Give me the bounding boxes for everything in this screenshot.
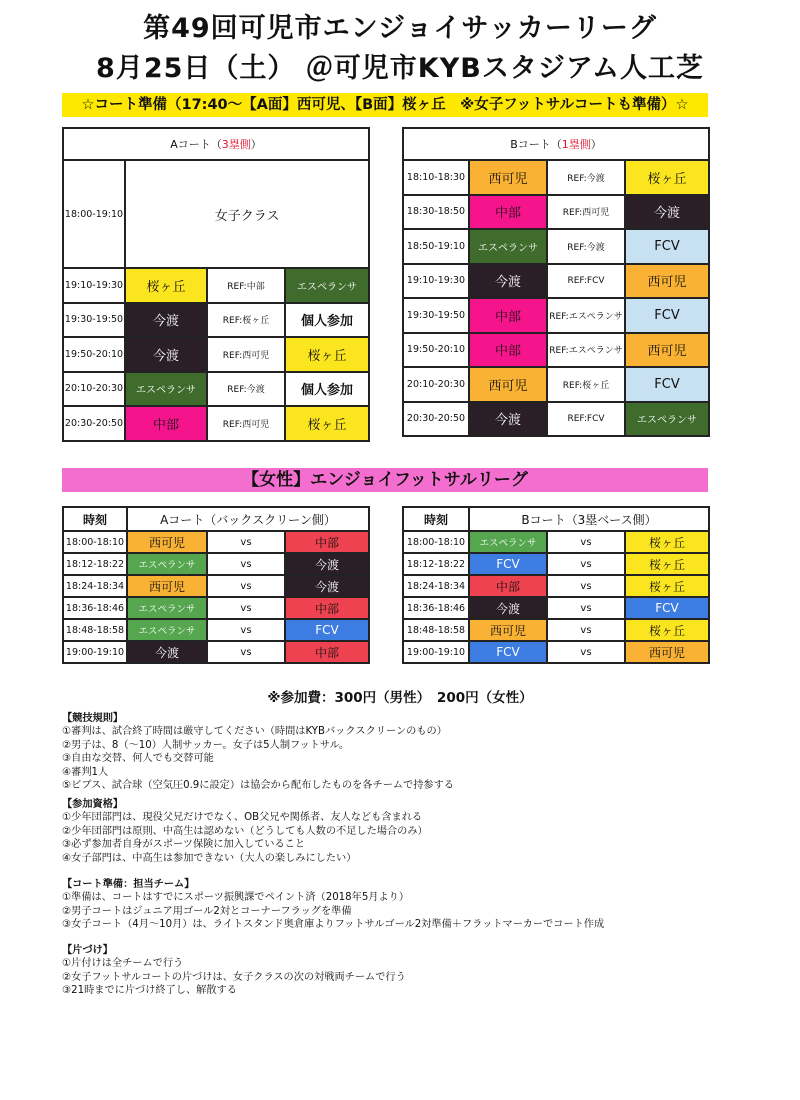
away-team: 西可児	[625, 641, 709, 663]
versus-label: vs	[547, 553, 625, 575]
futsal-row	[403, 531, 709, 553]
rule-item: ④女子部門は、中高生は参加できない（大人の楽しみにしたい）	[62, 852, 357, 864]
versus-label: vs	[547, 575, 625, 597]
away-team: 桜ヶ丘	[625, 531, 709, 553]
versus-label: vs	[207, 641, 285, 663]
home-team: FCV	[469, 553, 547, 575]
girls-time: 18:00-19:10	[63, 160, 125, 268]
girls-class-label: 女子クラス	[125, 160, 369, 268]
match-row	[403, 195, 709, 230]
match-row	[403, 298, 709, 333]
match-time: 19:10-19:30	[63, 268, 125, 303]
futsal-row	[63, 553, 369, 575]
page-title: 第49回可児市エンジョイサッカーリーグ	[143, 13, 657, 44]
away-team: FCV	[625, 597, 709, 619]
referee: REF:エスペランサ	[547, 333, 625, 368]
home-team: 西可児	[469, 367, 547, 402]
futsal-time: 19:00-19:10	[63, 641, 127, 663]
away-team: 桜ヶ丘	[625, 160, 709, 195]
eligibility-section	[62, 798, 762, 865]
a-court-header: Aコート（3塁側）	[63, 128, 369, 160]
home-team: 今渡	[469, 597, 547, 619]
referee: REF:エスペランサ	[547, 298, 625, 333]
home-team: エスペランサ	[127, 597, 207, 619]
referee: REF:桜ヶ丘	[547, 367, 625, 402]
home-team: 中部	[125, 406, 207, 441]
versus-label: vs	[207, 619, 285, 641]
futsal-time: 18:24-18:34	[403, 575, 469, 597]
home-team: 中部	[469, 333, 547, 368]
match-time: 19:10-19:30	[403, 264, 469, 299]
futsal-row	[403, 553, 709, 575]
futsal-a-court-header: Aコート（バックスクリーン側）	[127, 507, 369, 531]
referee: REF:西可児	[207, 337, 285, 372]
futsal-a-table	[62, 506, 370, 664]
rule-item: ②男子コートはジュニア用ゴール2対とコーナーフラッグを準備	[62, 905, 352, 917]
futsal-banner: 【女性】エンジョイフットサルリーグ	[62, 468, 708, 492]
match-row	[403, 402, 709, 437]
match-time: 19:50-20:10	[63, 337, 125, 372]
away-team: 西可児	[625, 264, 709, 299]
home-team: 西可児	[127, 531, 207, 553]
futsal-a-time-header: 時刻	[63, 507, 127, 531]
futsal-b-time-header: 時刻	[403, 507, 469, 531]
home-team: 今渡	[469, 402, 547, 437]
match-row	[63, 303, 369, 338]
match-row	[63, 268, 369, 303]
rule-item: ①片付けは全チームで行う	[62, 958, 184, 970]
match-row	[63, 337, 369, 372]
home-team: エスペランサ	[127, 619, 207, 641]
rule-item: ①準備は、コートはすでにスポーツ振興課でペイント済（2018年5月より）	[62, 892, 410, 904]
futsal-time: 18:48-18:58	[403, 619, 469, 641]
rule-item: ③自由な交替、何人でも交替可能	[62, 753, 214, 765]
home-team: 桜ヶ丘	[125, 268, 207, 303]
away-team: 中部	[285, 531, 369, 553]
match-time: 20:10-20:30	[63, 372, 125, 407]
futsal-time: 19:00-19:10	[403, 641, 469, 663]
rule-item: ③必ず参加者自身がスポーツ保険に加入していること	[62, 839, 306, 851]
match-time: 20:30-20:50	[63, 406, 125, 441]
a-court-side: 3塁側	[221, 138, 251, 151]
futsal-row	[63, 531, 369, 553]
versus-label: vs	[207, 575, 285, 597]
section-heading: 【参加資格】	[62, 799, 124, 810]
futsal-row	[63, 641, 369, 663]
versus-label: vs	[207, 597, 285, 619]
away-team: 桜ヶ丘	[625, 619, 709, 641]
section-heading: 【片づけ】	[62, 945, 113, 956]
match-time: 19:50-20:10	[403, 333, 469, 368]
away-team: FCV	[285, 619, 369, 641]
cleanup-section	[62, 944, 762, 998]
home-team: 中部	[469, 575, 547, 597]
home-team: 今渡	[127, 641, 207, 663]
away-team: エスペランサ	[625, 402, 709, 437]
away-team: 中部	[285, 641, 369, 663]
referee: REF:今渡	[547, 229, 625, 264]
match-row	[403, 160, 709, 195]
referee: REF:今渡	[207, 372, 285, 407]
away-team: 個人参加	[285, 303, 369, 338]
versus-label: vs	[547, 597, 625, 619]
rule-item: ③女子コート（4月～10月）は、ライトスタンド奥倉庫よりフットサルゴール2対準備＋フラットマーカーでコート作成	[62, 919, 605, 931]
rule-item: ④審判1人	[62, 766, 109, 778]
rule-item: ②少年団部門は原則、中高生は認めない（どうしても人数の不足した場合のみ）	[62, 825, 428, 837]
referee: REF:西可児	[207, 406, 285, 441]
home-team: 西可児	[469, 619, 547, 641]
futsal-row	[63, 619, 369, 641]
away-team: 桜ヶ丘	[625, 553, 709, 575]
match-row	[403, 333, 709, 368]
versus-label: vs	[547, 641, 625, 663]
futsal-row	[403, 597, 709, 619]
away-team: 桜ヶ丘	[285, 406, 369, 441]
home-team: 今渡	[125, 337, 207, 372]
b-court-table	[402, 127, 710, 437]
referee: REF:FCV	[547, 402, 625, 437]
futsal-time: 18:00-18:10	[403, 531, 469, 553]
futsal-time: 18:48-18:58	[63, 619, 127, 641]
rule-item: ②女子フットサルコートの片づけは、女子クラスの次の対戦両チームで行う	[62, 971, 406, 983]
referee: REF:桜ヶ丘	[207, 303, 285, 338]
away-team: 今渡	[285, 553, 369, 575]
match-time: 18:50-19:10	[403, 229, 469, 264]
home-team: 西可児	[127, 575, 207, 597]
referee: REF:西可児	[547, 195, 625, 230]
rule-item: ①少年団部門は、現役父兄だけでなく、OB父兄や関係者、友人なども含まれる	[62, 812, 423, 824]
rule-item: ⑤ビブス、試合球（空気圧0.9に設定）は協会から配布したものを各チームで持参する	[62, 780, 454, 792]
futsal-time: 18:36-18:46	[403, 597, 469, 619]
versus-label: vs	[547, 531, 625, 553]
court-prep-section	[62, 878, 762, 932]
futsal-row	[63, 597, 369, 619]
futsal-row	[403, 575, 709, 597]
away-team: 桜ヶ丘	[285, 337, 369, 372]
home-team: 中部	[469, 195, 547, 230]
away-team: 桜ヶ丘	[625, 575, 709, 597]
b-court-side: 1塁側	[561, 138, 591, 151]
referee: REF:中部	[207, 268, 285, 303]
away-team: 個人参加	[285, 372, 369, 407]
home-team: FCV	[469, 641, 547, 663]
match-time: 20:30-20:50	[403, 402, 469, 437]
referee: REF:今渡	[547, 160, 625, 195]
away-team: FCV	[625, 367, 709, 402]
versus-label: vs	[547, 619, 625, 641]
home-team: エスペランサ	[469, 531, 547, 553]
rule-item: ①審判は、試合終了時間は厳守してください（時間はKYBバックスクリーンのもの）	[62, 726, 447, 738]
match-time: 18:30-18:50	[403, 195, 469, 230]
futsal-row	[63, 575, 369, 597]
page-subtitle: 8月25日（土） ＠可児市KYBスタジアム人工芝	[96, 53, 704, 84]
futsal-time: 18:00-18:10	[63, 531, 127, 553]
match-row	[63, 372, 369, 407]
away-team: FCV	[625, 298, 709, 333]
match-time: 20:10-20:30	[403, 367, 469, 402]
away-team: 今渡	[285, 575, 369, 597]
match-time: 19:30-19:50	[403, 298, 469, 333]
section-heading: 【競技規則】	[62, 713, 124, 724]
futsal-row	[403, 641, 709, 663]
referee: REF:FCV	[547, 264, 625, 299]
futsal-b-court-header: Bコート（3塁ベース側）	[469, 507, 709, 531]
match-row	[403, 264, 709, 299]
futsal-b-table	[402, 506, 710, 664]
home-team: 今渡	[125, 303, 207, 338]
match-row	[403, 367, 709, 402]
section-heading: 【コート準備：担当チーム】	[62, 879, 195, 890]
match-time: 18:10-18:30	[403, 160, 469, 195]
home-team: エスペランサ	[127, 553, 207, 575]
rules-section	[62, 712, 762, 792]
participation-fee: ※参加費：300円（男性） 200円（女性）	[267, 690, 533, 706]
court-prep-banner: ☆コート準備（17:40～【A面】西可児、【B面】桜ヶ丘 ※女子フットサルコートも準備）☆	[62, 93, 708, 117]
away-team: FCV	[625, 229, 709, 264]
rule-item: ②男子は、8（～10）人制サッカー。女子は5人制フットサル。	[62, 739, 350, 751]
futsal-time: 18:24-18:34	[63, 575, 127, 597]
away-team: 中部	[285, 597, 369, 619]
futsal-row	[403, 619, 709, 641]
futsal-time: 18:12-18:22	[63, 553, 127, 575]
away-team: 西可児	[625, 333, 709, 368]
versus-label: vs	[207, 531, 285, 553]
home-team: 西可児	[469, 160, 547, 195]
futsal-time: 18:12-18:22	[403, 553, 469, 575]
futsal-time: 18:36-18:46	[63, 597, 127, 619]
match-time: 19:30-19:50	[63, 303, 125, 338]
home-team: 中部	[469, 298, 547, 333]
match-row	[403, 229, 709, 264]
b-court-header: Bコート（1塁側）	[403, 128, 709, 160]
rule-item: ③21時までに片づけ終了し、解散する	[62, 985, 237, 997]
away-team: 今渡	[625, 195, 709, 230]
home-team: エスペランサ	[125, 372, 207, 407]
home-team: 今渡	[469, 264, 547, 299]
home-team: エスペランサ	[469, 229, 547, 264]
versus-label: vs	[207, 553, 285, 575]
a-court-table	[62, 127, 370, 442]
match-row	[63, 406, 369, 441]
away-team: エスペランサ	[285, 268, 369, 303]
